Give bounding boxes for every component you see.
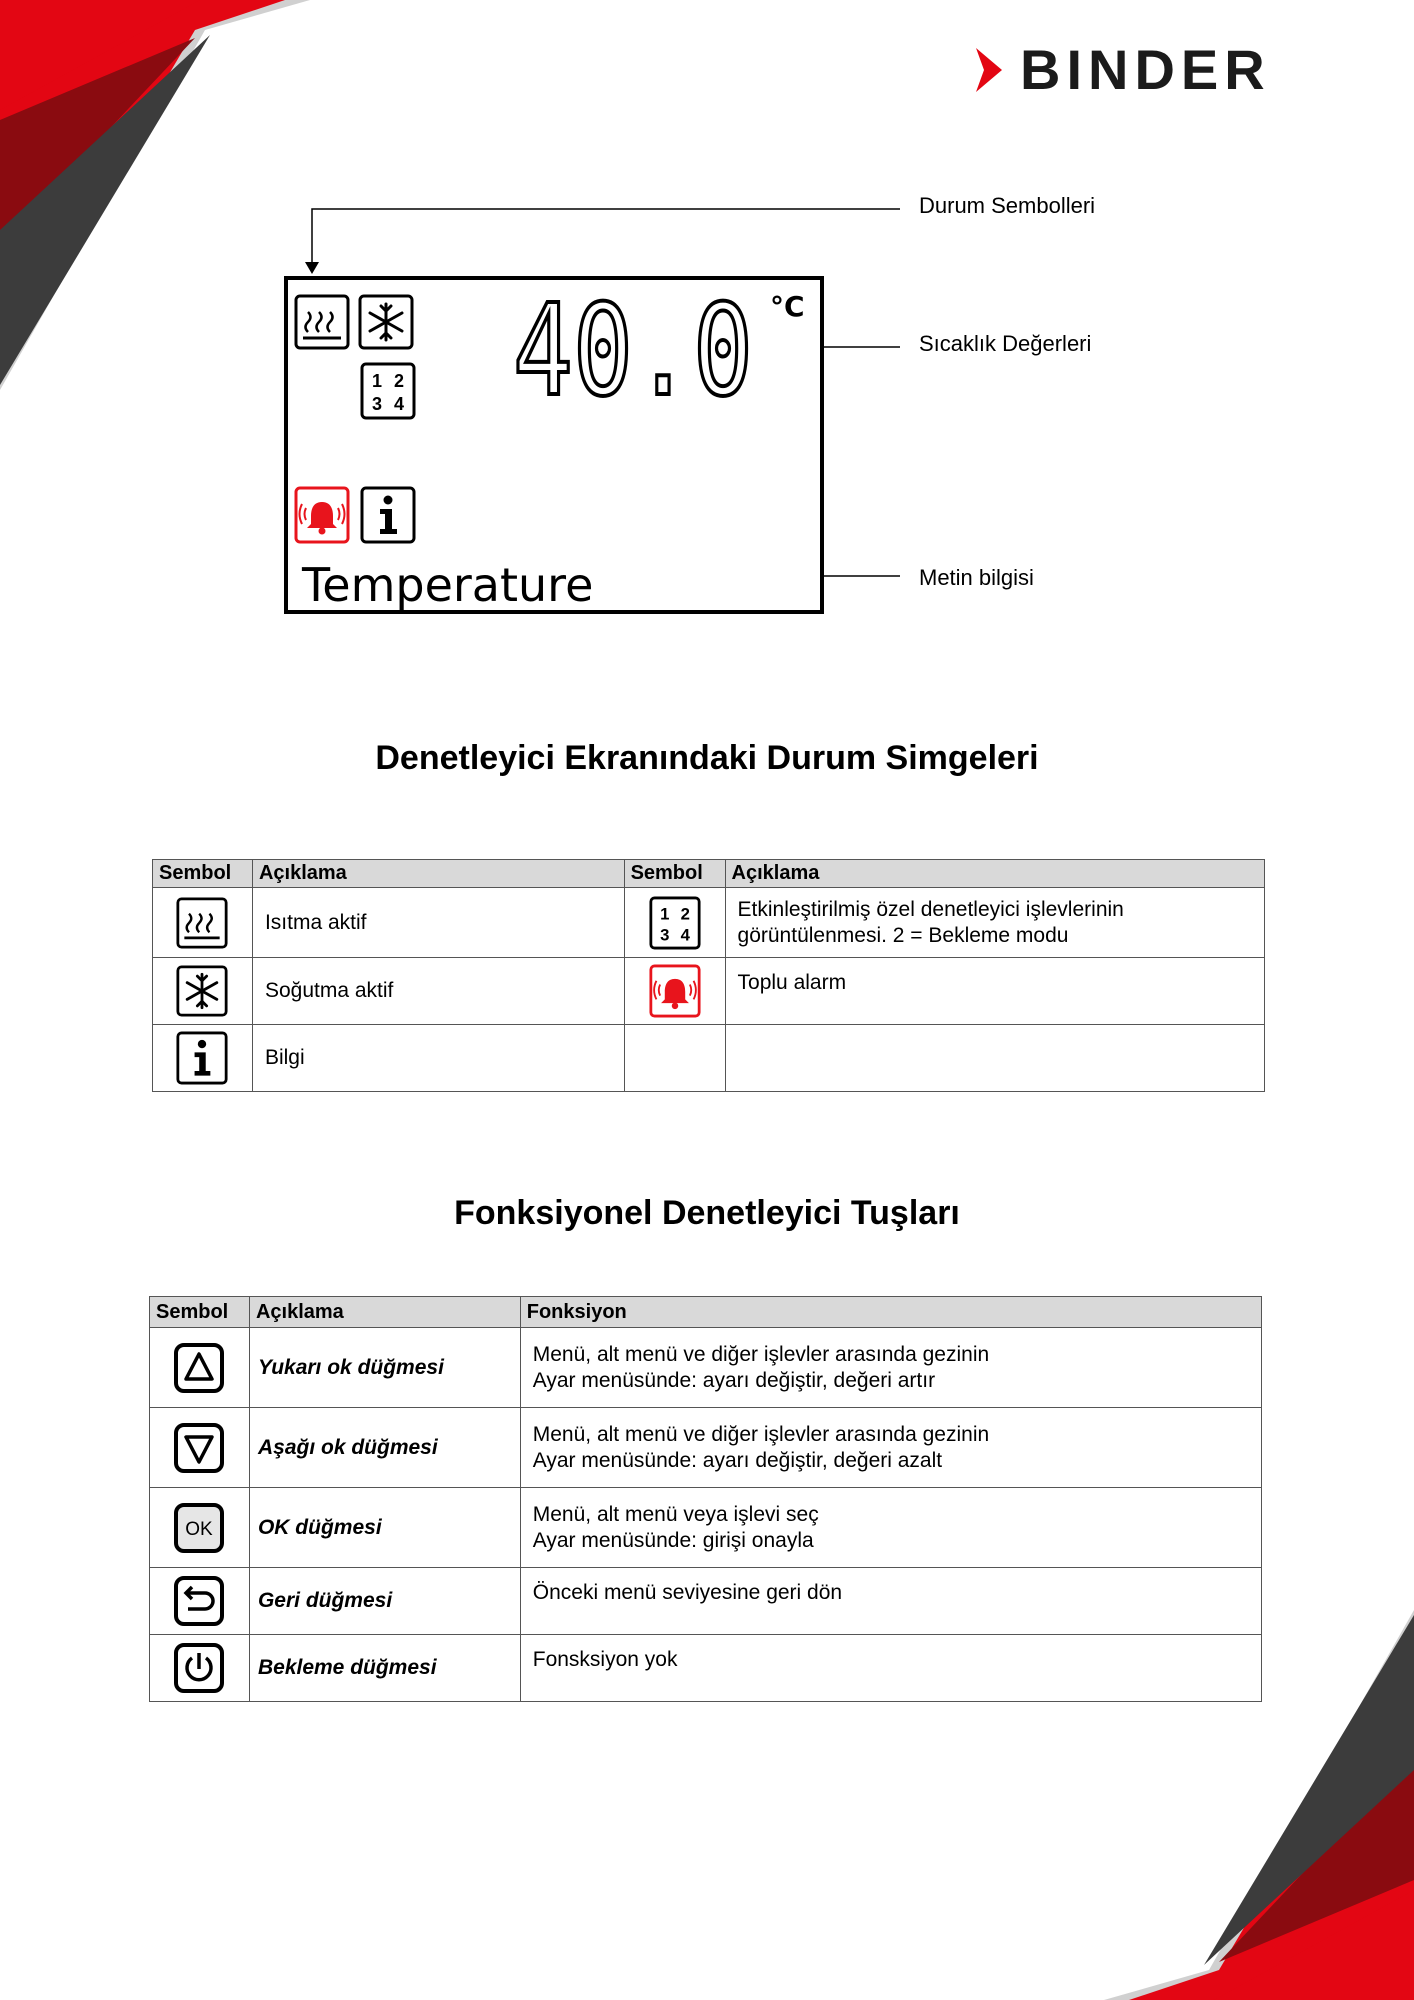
back-key-icon	[173, 1575, 225, 1627]
header-symbol-2: Sembol	[624, 860, 725, 888]
function-number-3: 3	[659, 925, 669, 945]
callout-temperature-values: Sıcaklık Değerleri	[919, 331, 1092, 356]
function-keys-table	[149, 1296, 1262, 1702]
header-description-2: Açıklama	[725, 860, 1264, 888]
function-number-1: 1	[659, 903, 669, 923]
key-name: Bekleme düğmesi	[249, 1635, 520, 1702]
table-row	[150, 1635, 1262, 1702]
table-row	[150, 1568, 1262, 1635]
function-line: Ayar menüsünde: ayarı değiştir, değeri artır	[532, 1368, 936, 1392]
function-number-1: 1	[371, 371, 383, 391]
controller-display	[284, 276, 824, 614]
svg-text:OK: OK	[185, 1518, 214, 1540]
symbol-cell	[153, 958, 253, 1025]
keys-section-title: Fonksiyonel Denetleyici Tuşları	[454, 1194, 960, 1232]
alarm-bell-icon	[294, 486, 350, 544]
symbol-cell	[624, 958, 725, 1025]
up-arrow-key-icon	[173, 1342, 225, 1394]
ok-key-icon	[173, 1502, 225, 1554]
function-line: Ayar menüsünde: ayarı değiştir, değeri azalt	[532, 1448, 943, 1472]
header-description: Açıklama	[249, 1297, 520, 1328]
temperature-value: 40.0	[513, 288, 753, 416]
function-cell	[520, 1488, 1261, 1568]
description-line: görüntülenmesi. 2 = Bekleme modu	[737, 923, 1069, 947]
symbol-cell	[150, 1328, 250, 1408]
temperature-value-display	[508, 288, 758, 416]
alarm-bell-icon	[649, 964, 701, 1018]
function-numbers-icon	[649, 896, 701, 950]
header-symbol-1: Sembol	[153, 860, 253, 888]
table-row	[150, 1408, 1262, 1488]
symbol-cell	[150, 1488, 250, 1568]
table-row	[153, 958, 1265, 1025]
key-name: OK düğmesi	[249, 1488, 520, 1568]
status-section-title: Denetleyici Ekranındaki Durum Simgeleri	[375, 739, 1039, 777]
heating-icon	[294, 294, 350, 350]
description-cell-empty	[725, 1025, 1264, 1092]
cooling-snowflake-icon	[358, 294, 414, 350]
function-number-4: 4	[680, 925, 690, 945]
function-cell	[520, 1408, 1261, 1488]
function-line: Menü, alt menü ve diğer işlevler arasında gezinin	[532, 1422, 990, 1446]
symbol-cell	[153, 1025, 253, 1092]
key-name: Geri düğmesi	[249, 1568, 520, 1635]
header-symbol: Sembol	[150, 1297, 250, 1328]
symbol-cell	[150, 1635, 250, 1702]
table-header-row	[153, 860, 1265, 888]
info-icon	[176, 1031, 228, 1085]
table-row	[150, 1488, 1262, 1568]
temperature-unit: °C	[770, 290, 805, 323]
function-line: Ayar menüsünde: girişi onayla	[532, 1528, 814, 1552]
description-cell: Isıtma aktif	[252, 888, 624, 958]
display-text-info: Temperature	[302, 558, 594, 612]
table-header-row	[150, 1297, 1262, 1328]
header-description-1: Açıklama	[252, 860, 624, 888]
status-symbols-table	[152, 859, 1265, 1092]
symbol-cell-empty	[624, 1025, 725, 1092]
down-arrow-key-icon	[173, 1422, 225, 1474]
function-line: Menü, alt menü veya işlevi seç	[532, 1502, 819, 1526]
description-cell	[725, 888, 1264, 958]
heating-icon	[176, 897, 228, 949]
cooling-snowflake-icon	[176, 965, 228, 1017]
key-name: Yukarı ok düğmesi	[249, 1328, 520, 1408]
description-cell: Bilgi	[252, 1025, 624, 1092]
table-row	[153, 888, 1265, 958]
function-cell: Önceki menü seviyesine geri dön	[520, 1568, 1261, 1635]
function-number-3: 3	[371, 394, 383, 414]
logo-text: BINDER	[1020, 38, 1271, 101]
symbol-cell	[624, 888, 725, 958]
function-number-4: 4	[393, 394, 405, 414]
key-name: Aşağı ok düğmesi	[249, 1408, 520, 1488]
description-cell: Soğutma aktif	[252, 958, 624, 1025]
standby-key-icon	[173, 1642, 225, 1694]
function-cell	[520, 1328, 1261, 1408]
symbol-cell	[150, 1408, 250, 1488]
function-cell: Fonsksiyon yok	[520, 1635, 1261, 1702]
callout-status-symbols: Durum Sembolleri	[919, 193, 1096, 218]
function-numbers-icon	[360, 362, 416, 420]
symbol-cell	[150, 1568, 250, 1635]
callout-text-info: Metin bilgisi	[919, 565, 1034, 590]
header-function: Fonksiyon	[520, 1297, 1261, 1328]
table-row	[150, 1328, 1262, 1408]
info-icon	[360, 486, 416, 544]
function-line: Menü, alt menü ve diğer işlevler arasında gezinin	[532, 1342, 990, 1366]
table-row	[153, 1025, 1265, 1092]
function-number-2: 2	[393, 371, 405, 391]
function-number-2: 2	[680, 903, 690, 923]
description-line: Etkinleştirilmiş özel denetleyici işlevlerinin	[737, 897, 1124, 921]
symbol-cell	[153, 888, 253, 958]
description-cell: Toplu alarm	[725, 958, 1264, 1025]
